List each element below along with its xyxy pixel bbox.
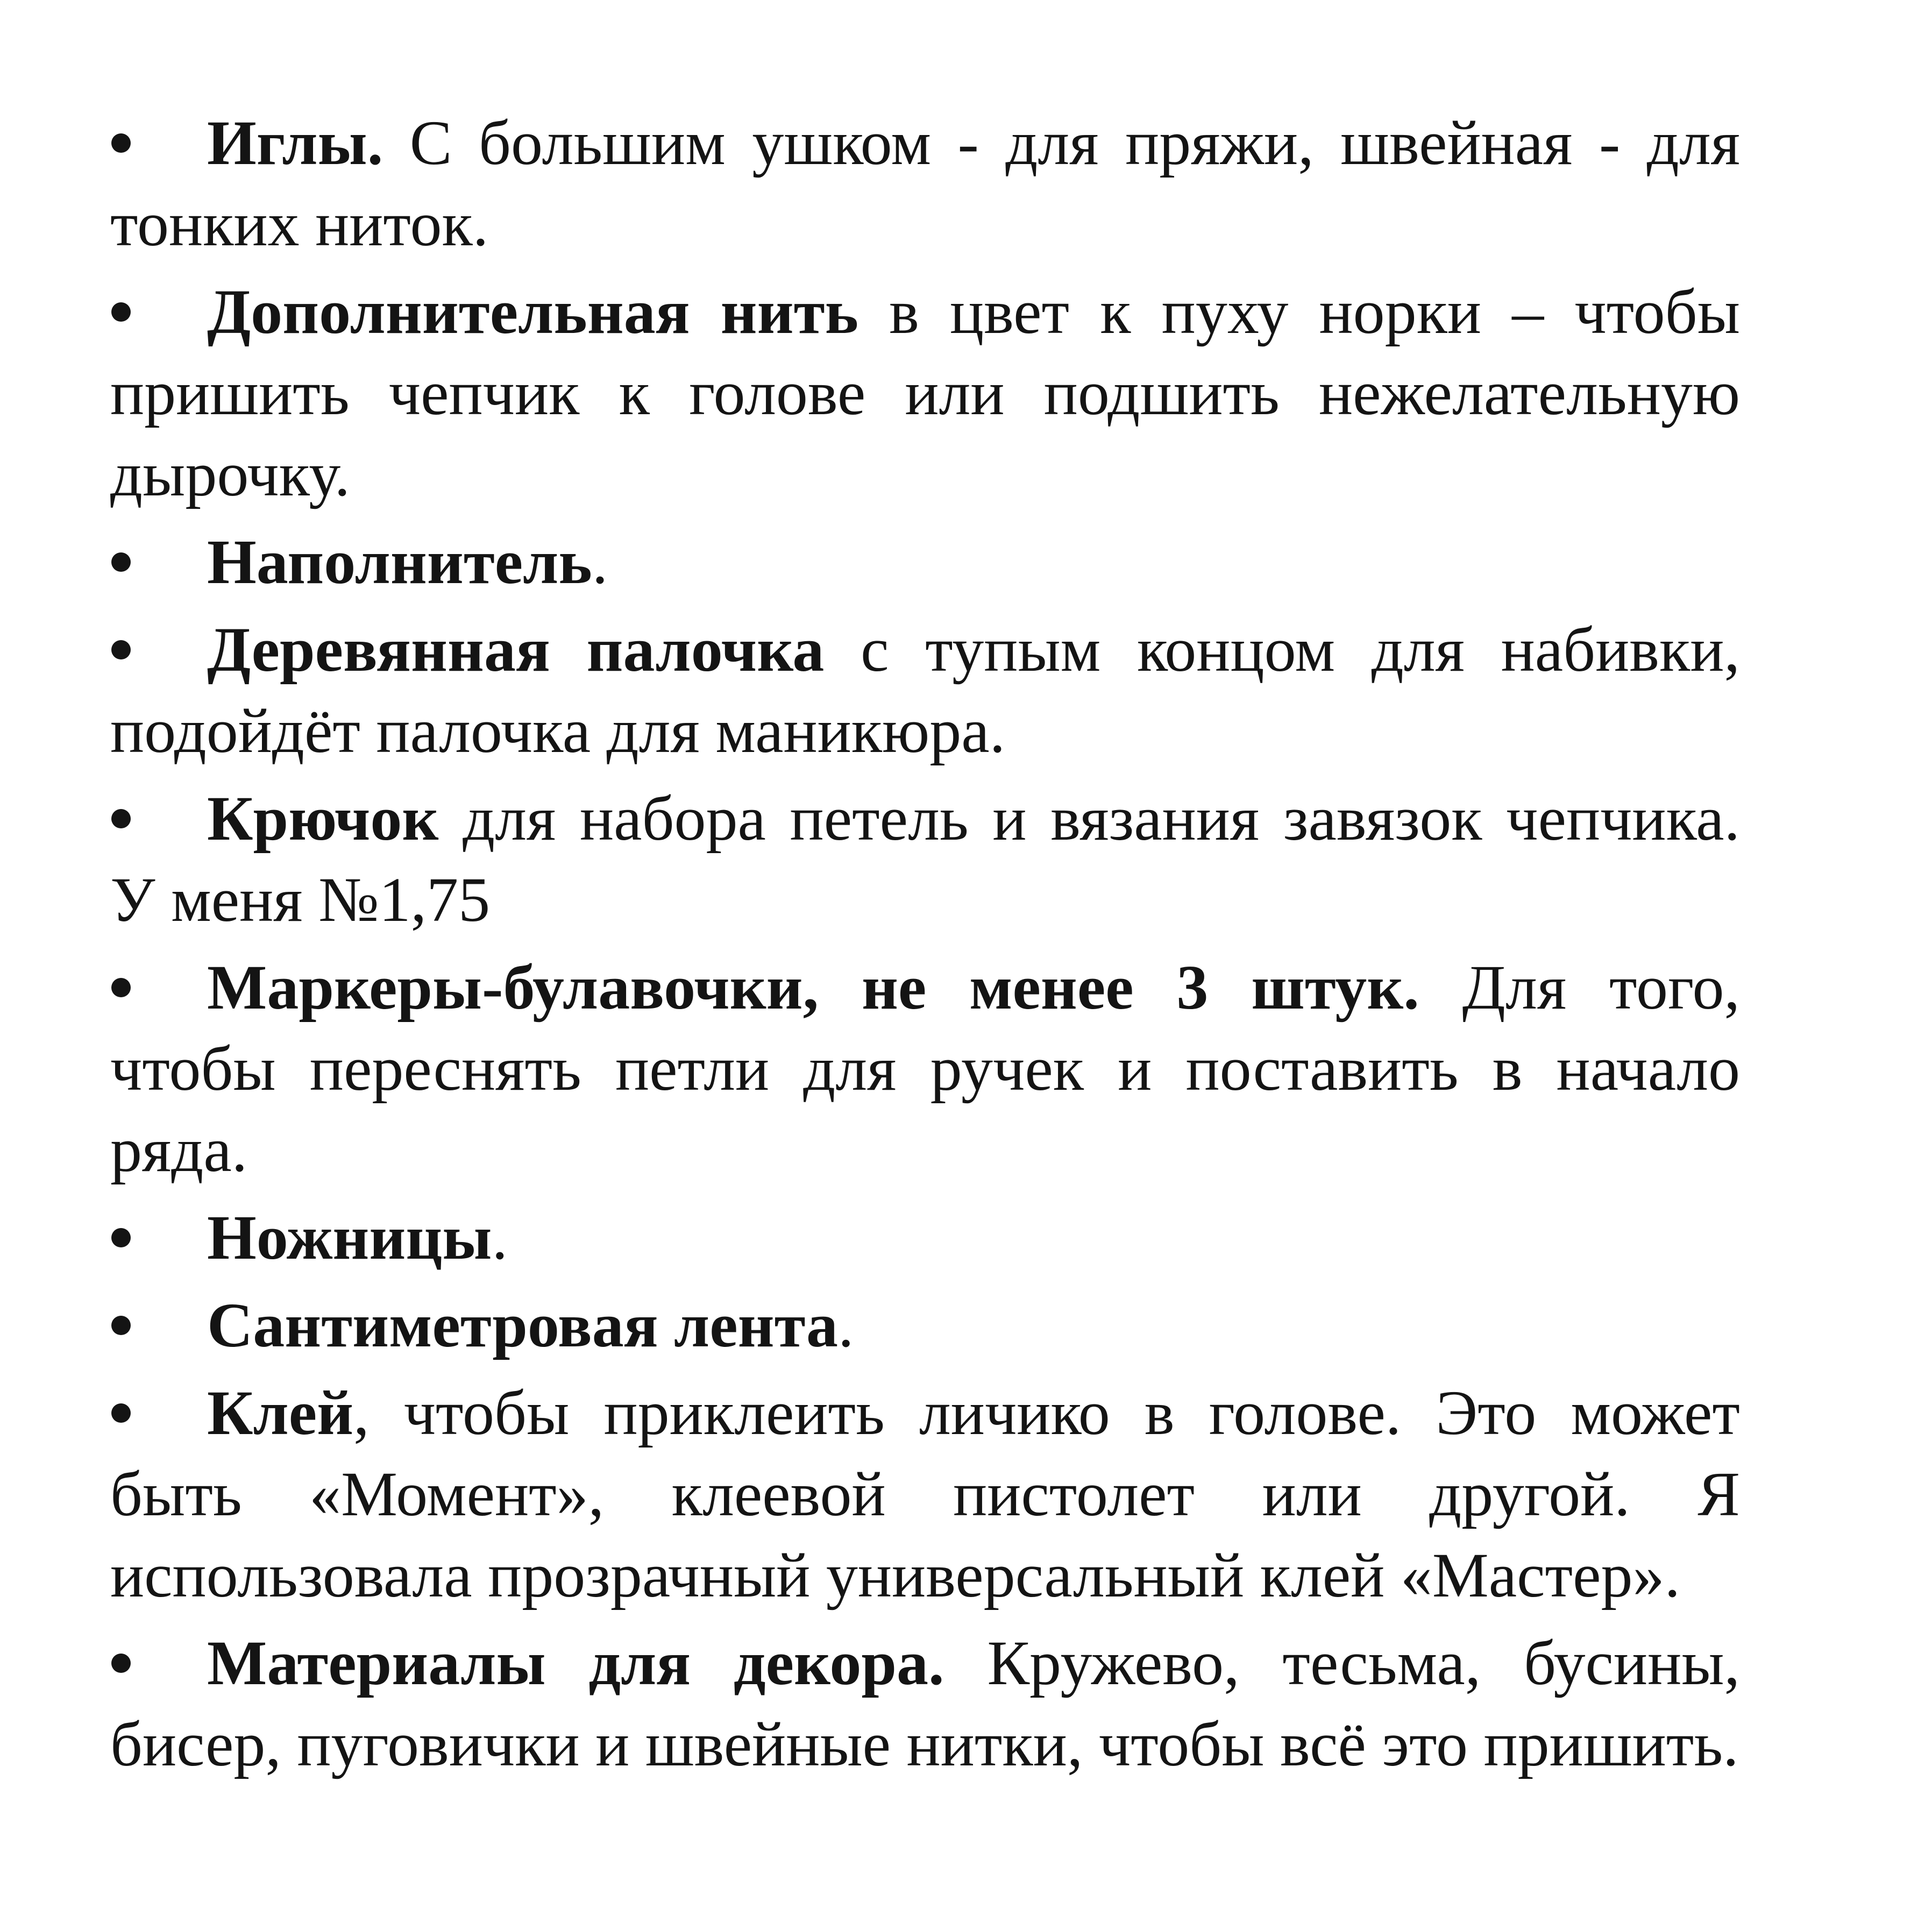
list-item-wooden-stick <box>110 609 1740 771</box>
bullet-icon <box>110 521 132 602</box>
bullet-icon <box>110 947 132 1028</box>
bullet-icon <box>110 1197 132 1278</box>
bullet-icon <box>110 102 132 183</box>
item-text: . <box>492 1202 508 1273</box>
item-term: Наполнитель <box>207 527 592 597</box>
materials-list <box>110 102 1740 1791</box>
bullet-icon <box>110 1372 132 1453</box>
item-text: , чтобы приклеить личико в голове. Это может быть «Момент», клеевой пистолет или другой. Я использовала прозрачный универсальный клей «Мастер». <box>110 1378 1740 1610</box>
item-term: Ножницы <box>207 1202 492 1273</box>
list-item-filler <box>110 521 1740 602</box>
bullet-icon <box>110 609 132 690</box>
item-term: Маркеры-булавочки, не менее 3 штук. <box>207 952 1419 1023</box>
list-item-scissors <box>110 1197 1740 1278</box>
list-item-extra-thread <box>110 271 1740 515</box>
list-item-needles <box>110 102 1740 265</box>
bullet-icon <box>110 1285 132 1366</box>
item-text: . <box>592 527 608 597</box>
item-text: . <box>838 1290 854 1360</box>
item-text: для набора петель и вязания завязок чепчика. У меня №1,75 <box>110 783 1740 935</box>
item-text: с тупым концом для набивки, подойдёт палочка для маникюра. <box>110 614 1740 766</box>
list-item-measuring-tape <box>110 1285 1740 1366</box>
list-item-hook <box>110 778 1740 940</box>
item-text: в цвет к пуху норки – чтобы пришить чепчик к голове или подшить нежелательную дырочку. <box>110 276 1740 509</box>
item-text: С большим ушком - для пряжи, швейная - для тонких ниток. <box>110 108 1740 259</box>
item-term: Клей <box>207 1378 354 1448</box>
bullet-icon <box>110 271 132 352</box>
item-term: Иглы. <box>207 108 383 178</box>
bullet-icon <box>110 778 132 859</box>
item-term: Деревянная палочка <box>207 614 825 685</box>
item-text: Кружево, тесьма, бусины, бисер, пуговички и швейные нитки, чтобы всё это пришить. <box>110 1628 1741 1779</box>
item-term: Дополнительная нить <box>207 276 859 347</box>
item-term: Крючок <box>207 783 439 854</box>
item-term: Сантиметровая лента <box>207 1290 839 1360</box>
list-item-decor <box>110 1622 1740 1785</box>
item-term: Материалы для декора. <box>207 1628 944 1698</box>
list-item-glue <box>110 1372 1740 1616</box>
item-text: Для того, чтобы переснять петли для ручек и поставить в начало ряда. <box>110 952 1740 1185</box>
bullet-icon <box>110 1622 132 1704</box>
list-item-markers <box>110 947 1740 1190</box>
